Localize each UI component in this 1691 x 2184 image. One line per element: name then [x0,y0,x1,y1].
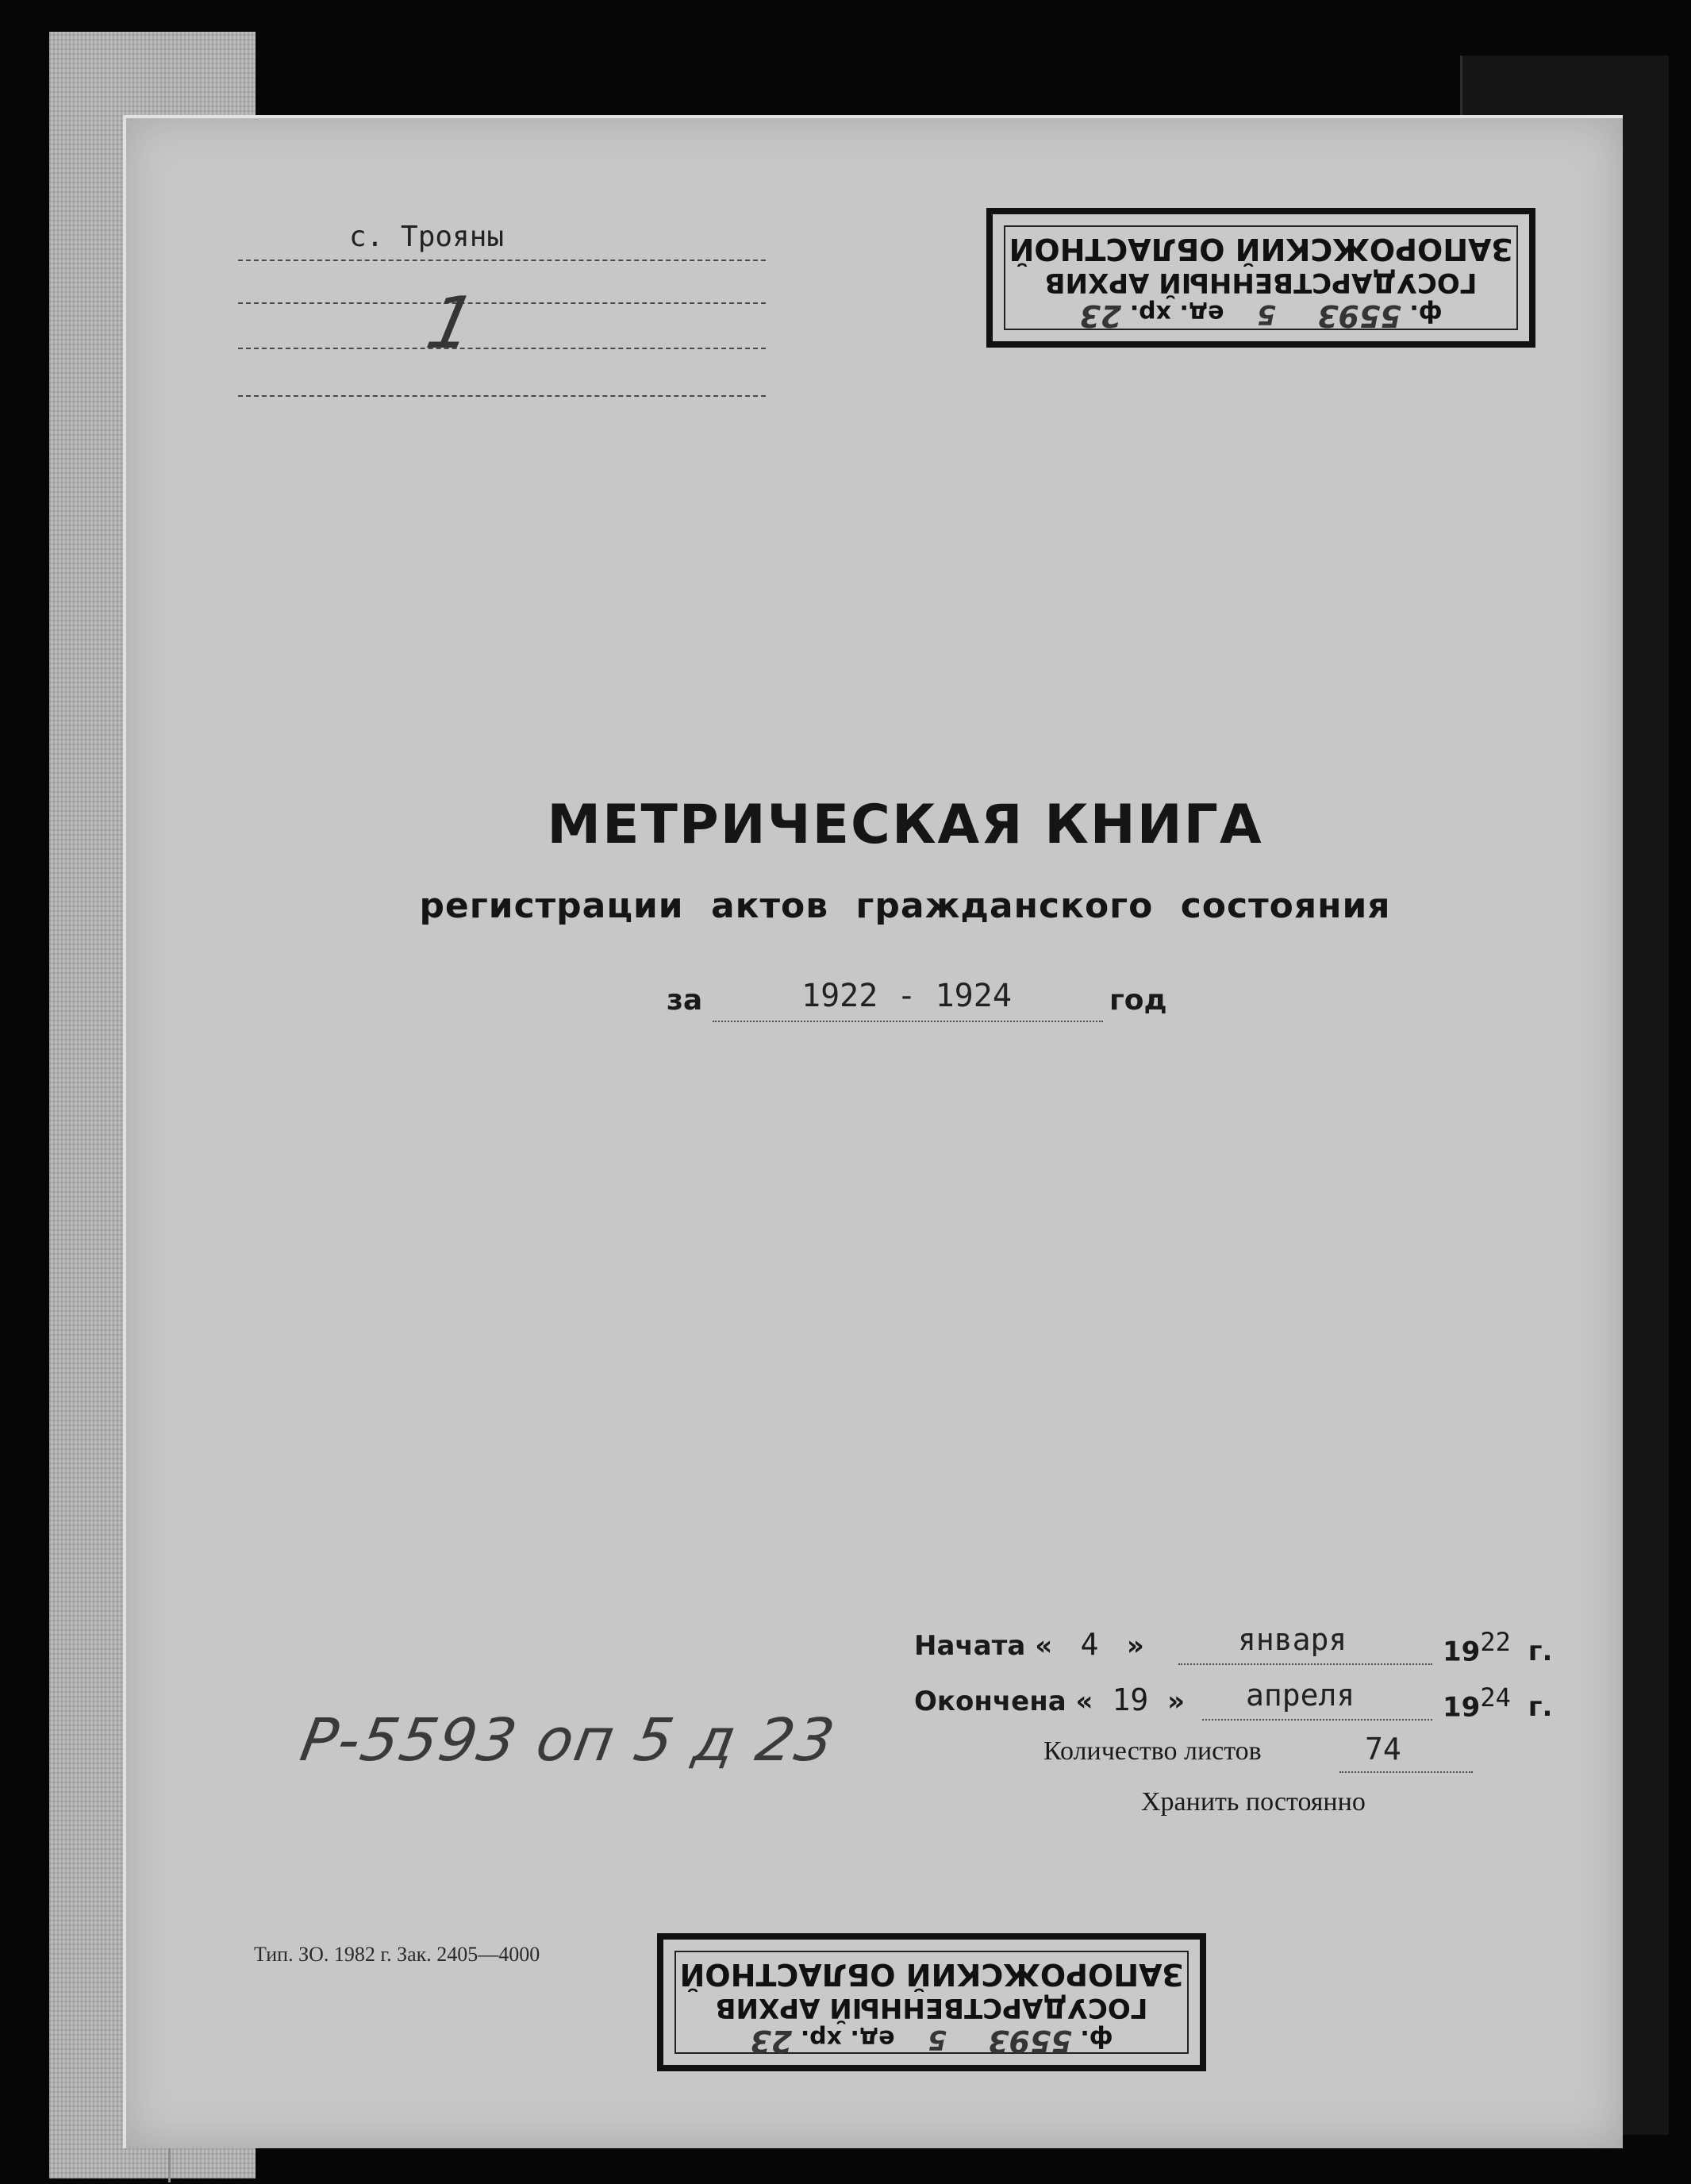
archive-code: Р-5593 оп 5 д 23 [295,1706,841,1774]
stamp-fond: 5593 [988,2024,1072,2059]
sheets-count: 74 [1365,1732,1401,1767]
ended-century: 19 [1443,1691,1481,1724]
year-abbr: г. [1528,1691,1553,1724]
stamp-line2: ГОСУДАРСТВЕННЫЙ АРХИВ [715,1992,1148,2024]
started-label: Начата [914,1630,1026,1662]
started-month: января [1238,1622,1347,1657]
dotted-line [238,395,766,397]
stamp-opis: 5 [928,2024,947,2055]
year-range: 1922 - 1924 [801,978,1012,1014]
stamp-fond-label: ф. [1409,299,1443,327]
stamp-reference [663,2024,1200,2059]
archive-stamp-bottom [657,1933,1206,2071]
stamp-reference [993,298,1529,333]
stamp-item: 23 [1079,298,1122,333]
village-name: с. Трояны [349,221,505,253]
year-abbr: г. [1528,1636,1553,1668]
printer-note: Тип. ЗО. 1982 г. Зак. 2405—4000 [254,1943,540,1966]
quote-close: » [1126,1630,1144,1662]
handwritten-mark: 1 [419,282,483,365]
year-line [713,1021,1103,1022]
stamp-line1: ЗАПОРОЖСКИЙ ОБЛАСТНОЙ [679,1957,1184,1992]
dotted-line [238,348,766,349]
started-century: 19 [1443,1636,1481,1668]
ended-year-digits: 24 [1480,1682,1511,1713]
quote-close: » [1167,1686,1186,1717]
page-subtitle: регистрации актов гражданского состояния [419,886,1391,926]
stamp-item-label: ед. хр. [800,2024,895,2052]
ended-year [1443,1682,1552,1723]
month-line [1202,1719,1432,1721]
stamp-item: 23 [750,2024,793,2059]
sheets-line [1339,1771,1473,1773]
stamp-fond: 5593 [1317,298,1401,333]
archive-stamp-top [986,208,1535,348]
stamp-fond-label: ф. [1080,2024,1113,2052]
ended-label: Окончена [914,1686,1066,1717]
started-day: 4 [1080,1627,1099,1662]
book-cover [123,115,1623,2148]
stamp-line2: ГОСУДАРСТВЕННЫЙ АРХИВ [1044,267,1478,298]
year-prefix: за [667,984,703,1017]
stamp-line1: ЗАПОРОЖСКИЙ ОБЛАСТНОЙ [1009,232,1513,267]
started-year [1443,1627,1552,1667]
started-row [914,1627,1144,1662]
cover-edge [123,115,1623,118]
month-line [1178,1663,1432,1665]
stamp-opis: 5 [1257,298,1276,330]
year-suffix: год [1109,984,1167,1017]
started-year-digits: 22 [1480,1627,1511,1657]
page-title: МЕТРИЧЕСКАЯ КНИГА [547,794,1263,856]
sheets-label: Количество листов [1043,1736,1262,1766]
ended-month: апреля [1246,1678,1355,1713]
cover-edge [123,115,126,2148]
quote-open: « [1035,1630,1053,1662]
dotted-line [238,302,766,304]
ended-row [914,1682,1185,1717]
quote-open: « [1075,1686,1093,1717]
stamp-item-label: ед. хр. [1129,299,1224,327]
storage-note: Хранить постоянно [1141,1787,1366,1817]
dotted-line [238,260,766,261]
ended-day: 19 [1112,1682,1149,1717]
